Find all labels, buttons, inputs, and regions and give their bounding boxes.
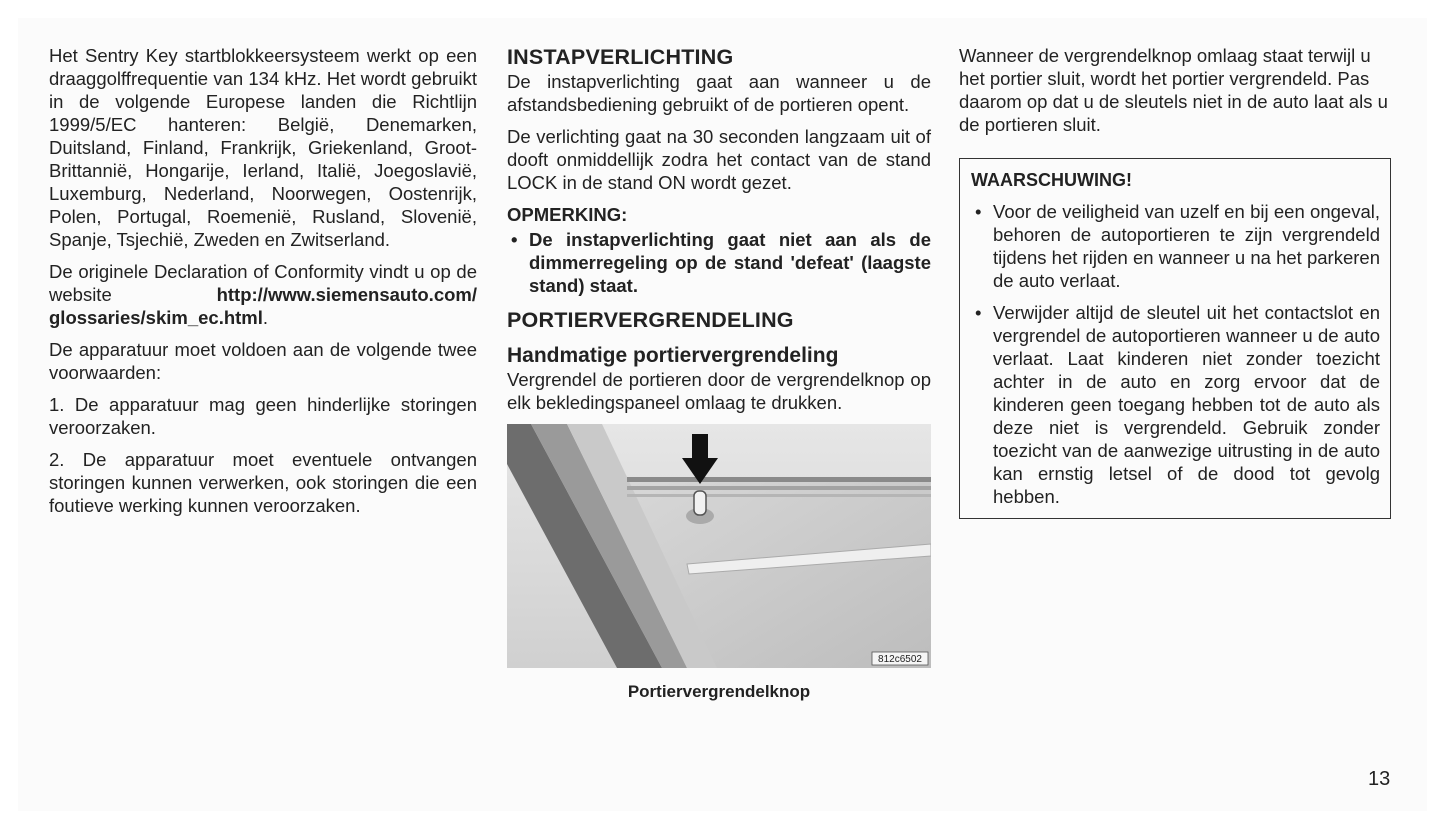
warning-title: WAARSCHUWING!	[971, 170, 1132, 190]
conditions-paragraph: De apparatuur moet voldoen aan de volgende twee voorwaarden:	[49, 339, 477, 383]
lock-paragraph: Wanneer de vergrendelknop omlaag staat terwijl u het portier sluit, wordt het portier vergrendeld. Pas daarom op dat u de sleutels niet in de auto laat als u de portieren sluit.	[959, 45, 1388, 135]
instap-paragraph-2: De verlichting gaat na 30 seconden langzaam uit of dooft onmiddellijk zodra het contact van de stand LOCK in de stand ON wordt gezet.	[507, 126, 931, 193]
instap-paragraph-1: De instapverlichting gaat aan wanneer u de afstandsbediening gebruikt of de portieren opent.	[507, 71, 931, 115]
subheading-handmatige: Handmatige portiervergrendeling	[507, 344, 839, 367]
warning-item	[971, 301, 1380, 508]
sentry-key-paragraph: Het Sentry Key startblokkeersysteem werkt op een draaggolffrequentie van 134 kHz. Het wordt gebruikt in de volgende Europese landen die Richtlijn 1999/5/EC hanteren: België, Denemarken, Duitsland, Finland, Frankrijk, Griekenland, Groot-Brittannië, Hongarije, Ierland, Italië, Joegoslavië, Luxemburg, Nederland, Noorwegen, Oostenrijk, Polen, Portugal, Roemenië, Rusland, Slovenië, Spanje, Tsjechië, Zweden en Zwitserland.	[49, 45, 477, 250]
conformity-paragraph	[49, 260, 477, 329]
warning-item-text: Verwijder altijd de sleutel uit het contactslot en vergrendel de autoportieren wanneer u de auto verlaat. Laat kinderen niet zonder toezicht achter in de auto en zorg ervoor dat de kinderen geen toegang hebben tot de auto als deze niet is vergrendeld. Gebruik zonder toezicht van de aanwezige uitrusting in de auto kan ernstig letsel of de dood tot gevolg hebben.	[993, 302, 1380, 507]
arrow-shaft	[692, 434, 708, 458]
conformity-link[interactable]: http://www.siemensauto.com/ glossaries/skim_ec.html	[49, 284, 477, 328]
note-item-text: De instapverlichting gaat niet aan als de dimmerregeling op de stand 'defeat' (laagste stand) staat.	[529, 229, 931, 296]
warning-item-text: Voor de veiligheid van uzelf en bij een ongeval, behoren de autoportieren te zijn vergrendeld tijdens het rijden en wanneer u na het parkeren de auto verlaat.	[993, 201, 1380, 291]
column-right	[959, 44, 1391, 519]
condition-1: 1. De apparatuur mag geen hinderlijke storingen veroorzaken.	[49, 394, 477, 438]
conformity-text: De originele Declaration of Conformity vindt u op de website	[49, 261, 477, 305]
warning-box	[959, 158, 1391, 519]
window-sill-line-2	[627, 486, 931, 490]
note-title: OPMERKING:	[507, 204, 628, 225]
figure-code: 812c6502	[878, 654, 922, 665]
bullet-icon: •	[511, 229, 518, 250]
bullet-icon: •	[975, 201, 982, 222]
lock-knob	[694, 491, 706, 515]
heading-instapverlichting: INSTAPVERLICHTING	[507, 45, 734, 69]
conformity-period: .	[262, 307, 269, 328]
note-list	[507, 228, 931, 297]
door-lock-illustration	[507, 424, 931, 668]
heading-portiervergrendeling: PORTIERVERGRENDELING	[507, 308, 794, 332]
column-left	[49, 44, 477, 526]
figure-caption: Portiervergrendelknop	[627, 682, 811, 701]
handmatige-paragraph: Vergrendel de portieren door de vergrendelknop op elk bekledingspaneel omlaag te drukken.	[507, 369, 931, 413]
warning-item	[971, 200, 1380, 292]
warning-list	[971, 200, 1380, 508]
bullet-icon: •	[975, 302, 982, 323]
condition-2: 2. De apparatuur moet eventuele ontvangen storingen kunnen verwerken, ook storingen die een foutieve werking kunnen veroorzaken.	[49, 449, 477, 516]
page-number: 13	[1368, 768, 1391, 790]
window-sill-line	[627, 477, 931, 482]
column-middle	[507, 44, 931, 703]
window-sill-line-3	[627, 494, 931, 497]
note-item	[507, 228, 931, 297]
